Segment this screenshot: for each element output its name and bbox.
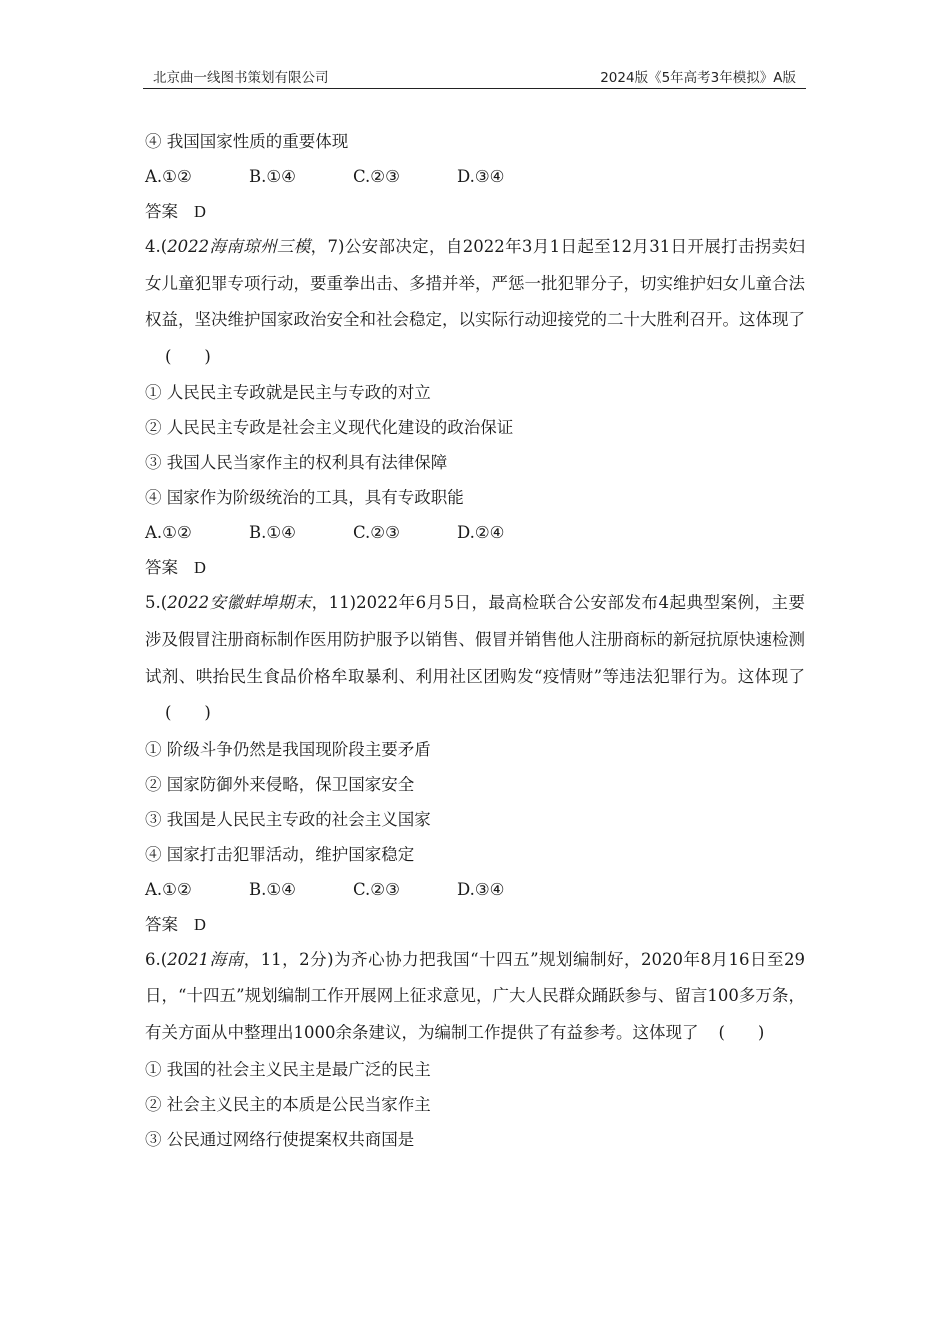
choice-a: A.①②	[145, 167, 192, 186]
choice-a: A.①②	[145, 879, 192, 899]
q3-option-4: ④ 我国国家性质的重要体现	[145, 132, 349, 151]
answer-value: D	[194, 202, 206, 221]
question-number: 4.(	[145, 237, 168, 256]
q5-option-3: ③ 我国是人民民主专政的社会主义国家	[145, 809, 431, 829]
question-text: 为齐心协力把我国“十四五”规划编制好，2020年8月16日至29日，“十四五”规划编制工作开展网上征求意见，广大人民群众踊跃参与、留言100多万条，有关方面从中整理出1000余条建议，为编制工作提供了有益参考。这体现了	[145, 949, 805, 1042]
choice-a: A.①②	[145, 523, 192, 543]
choice-d: D.②④	[457, 523, 505, 543]
q5-stem	[145, 585, 805, 731]
q5-option-1: ① 阶级斗争仍然是我国现阶段主要矛盾	[145, 739, 431, 759]
question-source: 2022海南琼州三模	[167, 237, 311, 256]
choice-c: C.②③	[353, 167, 400, 186]
q5-answer	[145, 907, 805, 942]
answer-value: D	[194, 558, 206, 578]
question-source-tail: ，11)	[311, 593, 357, 613]
question-source: 2021海南	[167, 949, 244, 969]
q4-option-3: ③ 我国人民当家作主的权利具有法律保障	[145, 453, 448, 473]
answer-label: 答案	[145, 202, 178, 221]
choice-c: C.②③	[353, 879, 400, 899]
choice-b: B.①④	[249, 167, 296, 186]
q5-choices	[145, 872, 805, 907]
question-source-tail: ，7)	[310, 237, 345, 256]
q4-stem	[145, 229, 805, 375]
q6-option-2: ② 社会主义民主的本质是公民当家作主	[145, 1094, 431, 1114]
question-number: 6.(	[145, 949, 168, 969]
q6-option-1: ① 我国的社会主义民主是最广泛的民主	[145, 1059, 431, 1079]
q5-option-2: ② 国家防御外来侵略，保卫国家安全	[145, 774, 415, 794]
q6-stem	[145, 942, 805, 1052]
book-edition: 2024版《5年高考3年模拟》A版	[600, 70, 796, 86]
q3-answer	[145, 194, 805, 229]
q3-choices	[145, 159, 805, 194]
answer-blank: ( )	[165, 346, 211, 366]
choice-d: D.③④	[457, 167, 505, 186]
answer-label: 答案	[145, 558, 178, 578]
question-text: 公安部决定，自2022年3月1日起至12月31日开展打击拐卖妇女儿童犯罪专项行动，要重拳出击、多措并举，严惩一批犯罪分子，切实维护妇女儿童合法权益，坚决维护国家政治安全和社会稳定，以实际行动迎接党的二十大胜利召开。这体现了	[145, 237, 806, 330]
answer-blank: ( )	[718, 1022, 765, 1042]
q5-option-4: ④ 国家打击犯罪活动，维护国家稳定	[145, 844, 415, 864]
answer-label: 答案	[145, 914, 178, 934]
q4-option-2: ② 人民民主专政是社会主义现代化建设的政治保证	[145, 418, 514, 438]
choice-d: D.③④	[457, 879, 505, 899]
q4-option-4: ④ 国家作为阶级统治的工具，具有专政职能	[145, 488, 464, 508]
q4-answer	[145, 550, 805, 585]
page-header	[143, 66, 806, 88]
question-text: 2022年6月5日，最高检联合公安部发布4起典型案例，主要涉及假冒注册商标制作医用防护服予以销售、假冒并销售他人注册商标的新冠抗原快速检测试剂、哄抬民生食品价格牟取暴利、利用社区团购发“疫情财”等违法犯罪行为。这体现了	[145, 593, 805, 686]
q4-choices	[145, 515, 805, 550]
question-number: 5.(	[145, 593, 168, 613]
publisher-name: 北京曲一线图书策划有限公司	[153, 70, 329, 86]
q6-option-3: ③ 公民通过网络行使提案权共商国是	[145, 1129, 415, 1149]
question-source: 2022安徽蚌埠期末	[167, 593, 312, 613]
answer-blank: ( )	[165, 703, 211, 723]
question-source-tail: ，11，2分)	[243, 949, 334, 969]
q4-option-1: ① 人民民主专政就是民主与专政的对立	[145, 383, 431, 403]
choice-c: C.②③	[353, 523, 400, 543]
choice-b: B.①④	[249, 879, 296, 899]
answer-value: D	[194, 914, 206, 934]
choice-b: B.①④	[249, 523, 296, 543]
question-content	[145, 124, 805, 1157]
header-divider	[143, 88, 806, 89]
